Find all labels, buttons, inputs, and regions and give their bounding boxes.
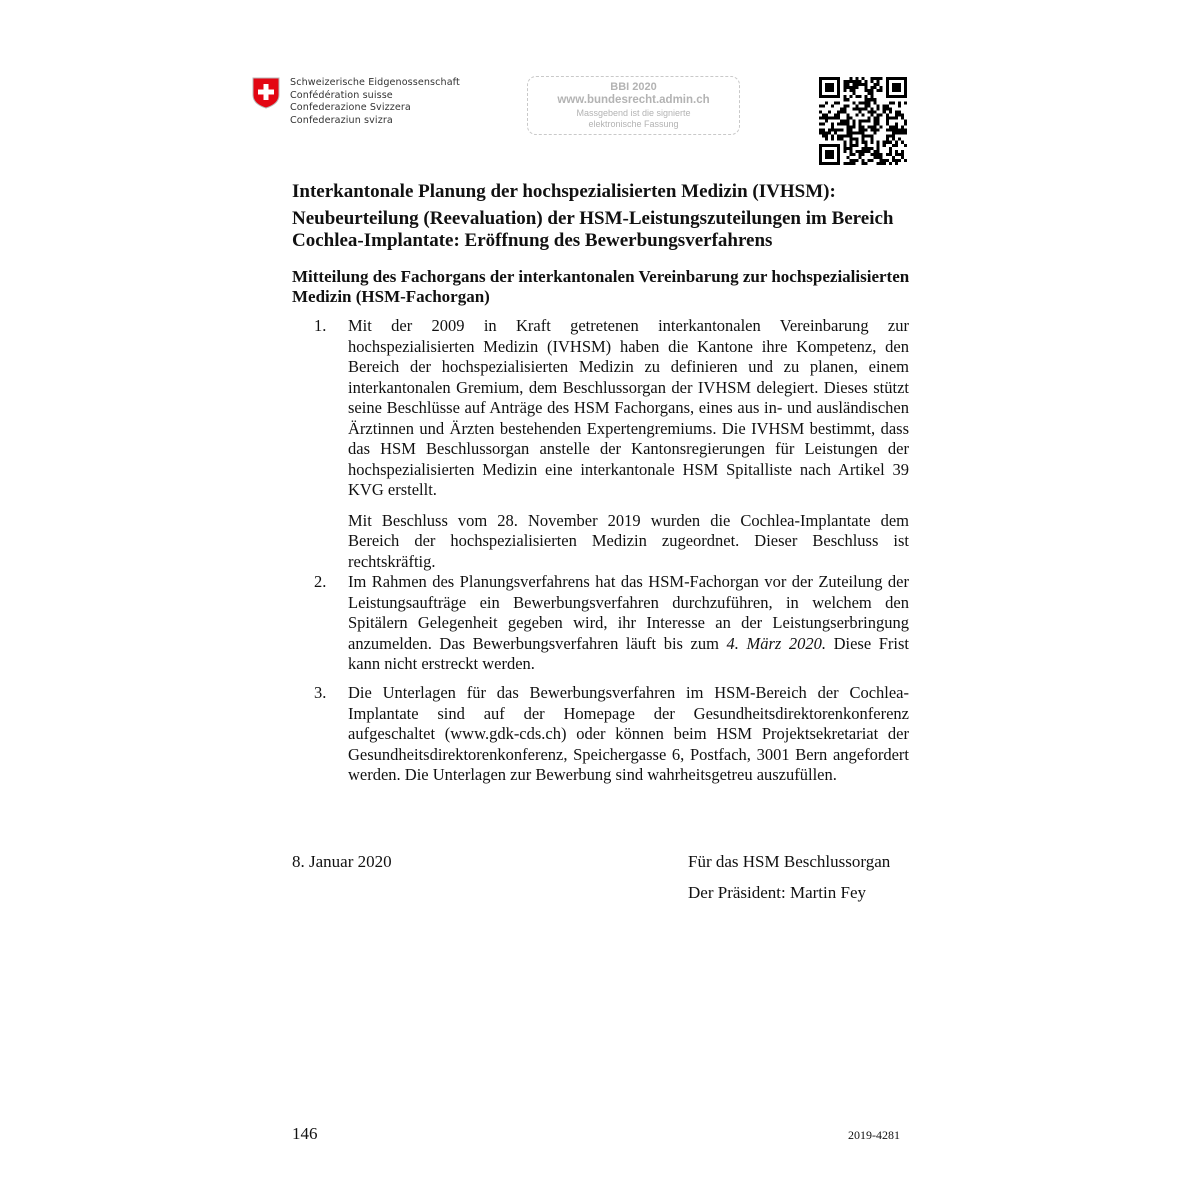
confederation-name-it: Confederazione Svizzera [290, 102, 411, 113]
item-text: Diese Frist kann nicht erstreckt werden. [348, 633, 909, 673]
document-date: 8. Januar 2020 [292, 852, 392, 871]
qr-code-icon [819, 77, 907, 165]
page-number: 146 [292, 1124, 318, 1143]
deadline-date: 4. März 2020. [726, 633, 827, 653]
document-subject: Neubeurteilung (Reevaluation) der HSM-Leistungszuteilungen im Bereich Cochlea-Implantate: Eröffnung des Bewerbungsverfahrens [292, 208, 894, 251]
publication-stamp [527, 76, 740, 135]
document-title: Interkantonale Planung der hochspezialisierten Medizin (IVHSM): [292, 181, 836, 202]
swiss-flag-icon [252, 77, 280, 109]
signature-name: Der Präsident: Martin Fey [688, 883, 866, 902]
document-reference: 2019-4281 [848, 1128, 900, 1142]
stamp-line-3: Massgebend ist die signierte [576, 108, 691, 118]
confederation-name-fr: Confédération suisse [290, 89, 393, 101]
confederation-name-de: Schweizerische Eidgenossenschaft [290, 77, 460, 88]
item-paragraph: Mit Beschluss vom 28. November 2019 wurden die Cochlea-Implantate dem Bereich der hochspezialisierten Medizin zugeordnet. Dieser Beschluss ist rechtskräftig. [348, 510, 909, 571]
stamp-line-2: www.bundesrecht.admin.ch [557, 94, 710, 106]
item-paragraph: Mit der 2009 in Kraft getretenen interkantonalen Vereinbarung zur hochspezialisierten Medizin (IVHSM) haben die Kantone ihre Kompetenz, den Bereich der hochspezialisierten Medizin zu definieren und zu planen, einem interkantonalen Gremium, dem Beschlussorgan der IVHSM delegiert. Dieses stützt seine Beschlüsse auf Anträge des HSM Fachorgans, eines aus in- und ausländischen Ärztinnen und Ärzten bestehenden Expertengremiums. Die IVHSM bestimmt, dass das HSM Beschlussorgan anstelle der Kantonsregierungen für Leistungen der hochspezialisierten Medizin eine interkantonale HSM Spitalliste nach Artikel 39 KVG erstellt. [348, 316, 909, 499]
confederation-name-rm: Confederaziun svizra [290, 114, 393, 126]
item-text: Im Rahmen des Planungsverfahrens hat das HSM-Fachorgan vor der Zuteilung der Leistungsaufträge ein Bewerbungsverfahren durchzuführen, in welchem den Spitälern Gelegenheit gegeben wird, ihr Interesse an der Leistungserbringung anzumelden. Das Bewerbungsverfahren läuft bis zum [348, 572, 909, 653]
confederation-names [290, 77, 460, 127]
item-number: 1. [314, 316, 327, 335]
qr-code-modules [819, 77, 907, 165]
stamp-line-4: elektronische Fassung [588, 119, 679, 129]
item-paragraph [348, 572, 909, 675]
list-item [292, 316, 909, 582]
item-number: 2. [314, 572, 327, 591]
list-item [292, 683, 909, 796]
item-paragraph: Die Unterlagen für das Bewerbungsverfahren im HSM-Bereich der Cochlea-Implantate sind auf der Homepage der Gesundheitsdirektorenkonferenz aufgeschaltet (www.gdk-cds.ch) oder können beim HSM Projektsekretariat der Gesundheitsdirektorenkonferenz, Speichergasse 6, Postfach, 3001 Bern angefordert werden. Die Unterlagen zur Bewerbung sind wahrheitsgetreu auszufüllen. [348, 683, 909, 784]
list-item [292, 572, 909, 685]
section-heading: Mitteilung des Fachorgans der interkantonalen Vereinbarung zur hochspezialisierten Medizin (HSM-Fachorgan) [292, 267, 910, 306]
stamp-line-1: BBI 2020 [610, 81, 657, 93]
item-number: 3. [314, 683, 327, 702]
signature-authority: Für das HSM Beschlussorgan [688, 852, 891, 871]
